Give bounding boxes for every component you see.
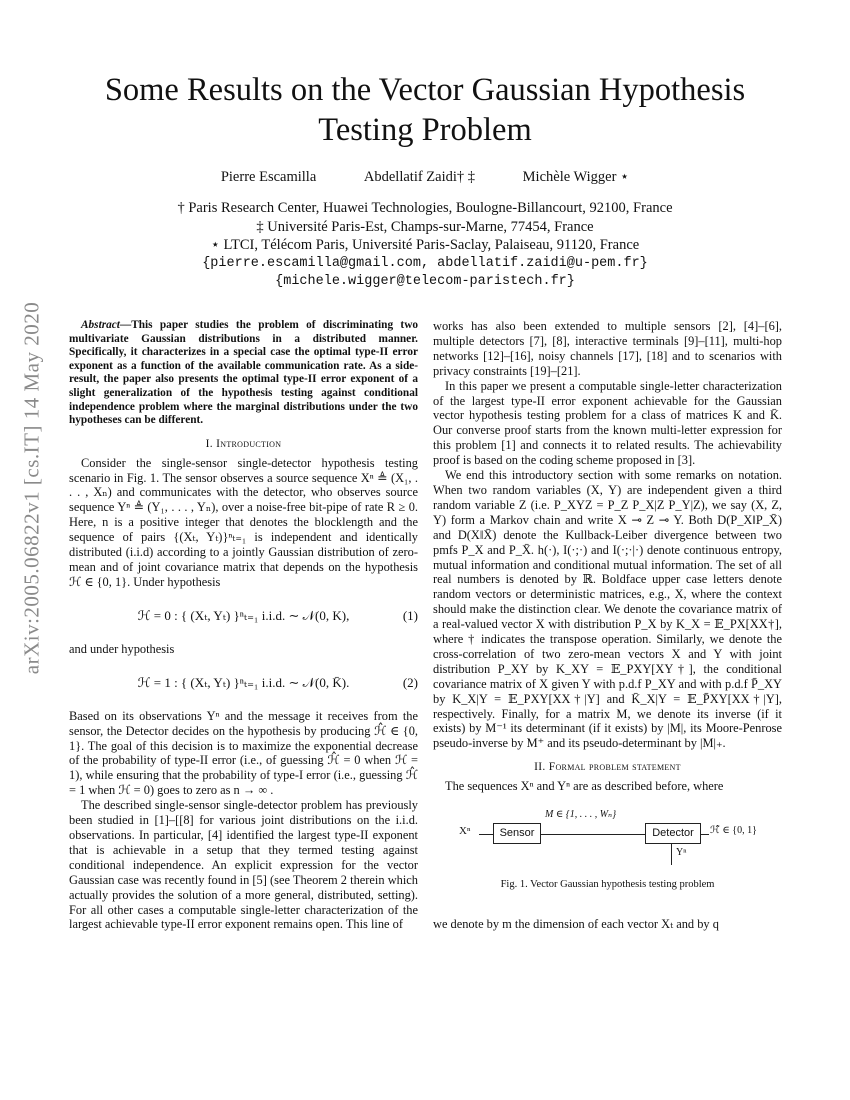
equation-1-number: (1) xyxy=(402,607,418,623)
arxiv-id: arXiv:2005.06822v1 [cs.IT] 14 May 2020 xyxy=(19,301,44,675)
figure-caption: Fig. 1. Vector Gaussian hypothesis testing problem xyxy=(500,879,715,891)
right-paragraph-2: In this paper we present a computable single-letter characterization of the largest type-II error exponent achievable for the Gaussian vector hypothesis testing problem for a class of matrices K and K̄. Our converse proof starts from the known multi-letter expression for this problem [1] and connects it to related results. The achievability proof is based on the coding scheme proposed in [3]. xyxy=(433,378,782,468)
right-column xyxy=(433,319,782,932)
email-line-2: {michele.wigger@telecom-paristech.fr} xyxy=(275,274,575,289)
equation-1-body: ℋ = 0 : { (Xₜ, Yₜ) }ⁿₜ₌₁ i.i.d. ∼ 𝒩(0, K), xyxy=(137,607,350,623)
output-arrow xyxy=(701,834,709,835)
left-column xyxy=(69,319,418,932)
affiliation-3: ⋆ LTCI, Télécom Paris, Université Paris-Saclay, Palaiseau, 91120, France xyxy=(210,237,640,253)
figure-side-label: Yⁿ xyxy=(676,847,687,859)
author-3: Michèle Wigger ⋆ xyxy=(522,169,630,185)
detector-box: Detector xyxy=(645,823,701,844)
figure-output-label: ℋ̂ ∈ {0, 1} xyxy=(710,825,757,837)
abstract xyxy=(69,319,418,428)
affiliation-2: ‡ Université Paris-Est, Champs-sur-Marne, 77454, France xyxy=(256,218,594,235)
figure-1 xyxy=(433,810,782,870)
paper-title: Some Results on the Vector Gaussian Hypothesis Testing Problem xyxy=(104,72,746,148)
arxiv-watermark xyxy=(4,268,60,708)
figure-message-label: M ∈ {1, . . . , Wₙ} xyxy=(545,809,617,821)
intro-paragraph-2: Based on its observations Yⁿ and the message it receives from the sensor, the Detector decides on the hypothesis by producing ℋ̂ ∈ {0, 1}. The goal of this decision is to maximize the exponential decrease of the probability of type-II error (i.e., of guessing ℋ̂ = 0 when ℋ = 1), while ensuring that the probability of type-I error (i.e., guessing ℋ̂ = 1 when ℋ = 0) goes to zero as n → ∞ . xyxy=(69,708,418,798)
equation-1 xyxy=(69,596,418,636)
message-arrow xyxy=(541,834,645,835)
section-heading-introduction: I. Introduction xyxy=(205,437,282,450)
equation-2-body: ℋ = 1 : { (Xₜ, Yₜ) }ⁿₜ₌₁ i.i.d. ∼ 𝒩(0, K̄). xyxy=(137,674,350,690)
side-input-arrow xyxy=(671,843,672,865)
email-line-1: {pierre.escamilla@gmail.com, abdellatif.zaidi@u-pem.fr} xyxy=(202,255,648,271)
intro-paragraph-3: The described single-sensor single-detector problem has previously been studied in [1]–[[8] for various joint distributions on the i.i.d. observations. In particular, [4] identified the largest type-II exponent that is achievable in a setup that they termed testing against conditional independence. An explicit expression for the vector Gaussian case was recently found in [5] (see Theorem 2 therein which actually provides the solution of a more general, distributed, setting). For all other cases a computable single-letter characterization of the largest achievable type-II error exponent remains open. This line of xyxy=(69,798,418,932)
formal-tail: we denote by m the dimension of each vector Xₜ and by q xyxy=(433,917,719,931)
equation-2 xyxy=(69,663,418,703)
input-arrow xyxy=(479,834,493,835)
abstract-text: —This paper studies the problem of discriminating two multivariate Gaussian distributions in a distributed manner. Specifically, it characterizes in a special case the optimal type-II error exponent as a function of the available communication rate. As a side-result, the paper also presents the optimal type-II error exponent of a slight generalization of the hypothesis testing against conditional independence problem where the marginal distributions under the two hypotheses can be different. xyxy=(69,319,418,427)
author-1: Pierre Escamilla xyxy=(220,169,317,185)
abstract-label: Abstract xyxy=(81,319,120,331)
notation-paragraph: We end this introductory section with some remarks on notation. When two random variables (X, Y) are independent given a third random variable Z (i.e. P_XYZ = P_Z P_X|Z P_Y|Z), we say (X, Z, Y) form a Markov chain and write X ⊸ Z ⊸ Y. Both D(P_X‖P_X̄) and D(X‖X̄) denote the Kullback-Leiber divergence between two pmfs P_X and P_X̄. h(·), I(·;·) and I(·;·|·) denote continuous entropy, mutual information and conditional mutual information. The set of all real numbers is denoted by ℝ. Boldface upper case letters denote random vectors or deterministic matrices, e.g., X, where the context should make the distinction clear. We denote the covariance matrix of a real-valued vector X with distribution P_X by K_X = 𝔼_PX[XX†], where † indicates the transpose operation. Similarly, we denote the cross-correlation of two zero-mean vectors X and Y with joint distribution P_XY by K_XY = 𝔼_PXY[XY†], the conditional covariance matrix of X given Y with p.d.f P_XY and with p.d.f P̄_XY by K_X|Y = 𝔼_PXY[XX†|Y] and K̄_X|Y = 𝔼_P̄XY[XX†|Y], respectively. Finally, for a matrix M, we denote its inverse (if it exists) by M⁻¹ its determinant (if it exists) by |M|, its Moore-Penrose pseudo-inverse by M⁺ and its pseudo-determinant by |M|₊. xyxy=(433,468,782,751)
affiliations xyxy=(70,199,780,292)
section-heading-formal: II. Formal problem statement xyxy=(534,761,681,774)
right-paragraph-1: works has also been extended to multiple sensors [2], [4]–[6], multiple detectors [7], [8], interactive terminals [9]–[11], multi-hop networks [12]–[16], noisy channels [17], [18] and to scenarios with privacy constraints [19]–[21]. xyxy=(433,319,782,378)
intro-paragraph-1: Consider the single-sensor single-detector hypothesis testing scenario in Fig. 1. The sensor observes a source sequence Xⁿ ≜ (X₁, . . . , Xₙ) and communicates with the detector, who observes source sequence Yⁿ ≜ (Y₁, . . . , Yₙ), over a noise-free bit-pipe of rate R ≥ 0. Here, n is a positive integer that denotes the blocklength and the sequence of pairs {(Xₜ, Yₜ)}ⁿₜ₌₁ is independent and identically distributed (i.i.d) according to a jointly Gaussian distribution of zero-mean and of joint covariance matrix that depends on the hypothesis ℋ ∈ {0, 1}. Under hypothesis xyxy=(69,455,418,589)
formal-paragraph: The sequences Xⁿ and Yⁿ are as described before, where xyxy=(445,779,724,794)
author-2: Abdellatif Zaidi† ‡ xyxy=(363,169,476,185)
equation-2-number: (2) xyxy=(402,674,418,690)
intro-connector: and under hypothesis xyxy=(69,641,175,656)
figure-input-label: Xⁿ xyxy=(459,825,471,838)
author-list xyxy=(70,169,780,186)
affiliation-1: † Paris Research Center, Huawei Technologies, Boulogne-Billancourt, 92100, France xyxy=(177,200,673,216)
sensor-box: Sensor xyxy=(493,823,541,844)
